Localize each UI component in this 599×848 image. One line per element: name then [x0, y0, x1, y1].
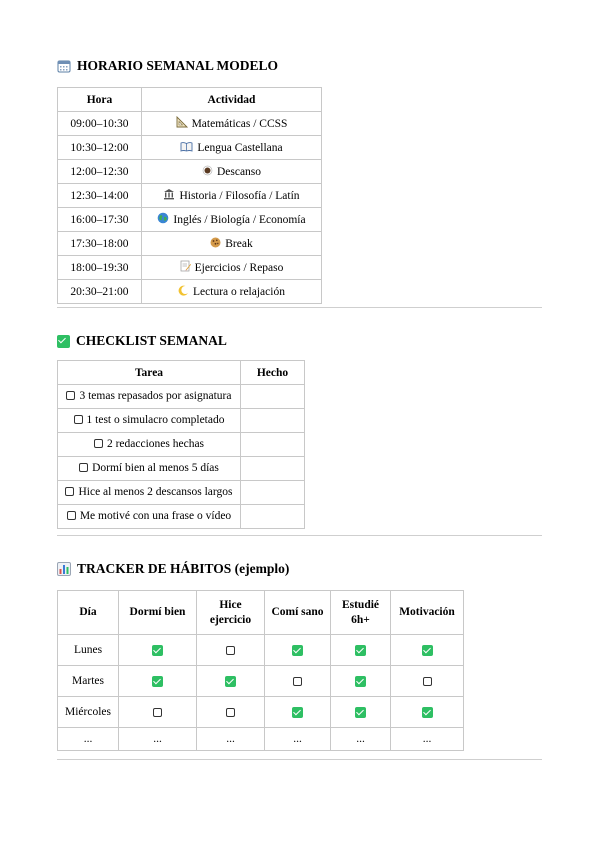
schedule-actividad — [142, 256, 322, 280]
schedule-actividad-label: Matemáticas / CCSS — [191, 117, 288, 130]
checklist-row — [58, 481, 305, 505]
checklist-header-tarea: Tarea — [58, 361, 241, 385]
checklist-header-row — [58, 361, 305, 385]
schedule-actividad-content — [176, 116, 288, 131]
schedule-actividad-label: Historia / Filosofía / Latín — [179, 189, 300, 202]
checked-box-icon[interactable] — [355, 645, 366, 656]
tracker-row — [58, 728, 464, 751]
checkbox-icon[interactable] — [65, 487, 74, 496]
checklist-task-label: 3 temas repasados por asignatura — [79, 389, 232, 402]
schedule-actividad-content — [202, 165, 261, 179]
checked-box-icon[interactable] — [225, 676, 236, 687]
tracker-header-motivation: Motivación — [391, 591, 464, 635]
triangle-ruler-icon — [176, 116, 188, 131]
checked-box-icon[interactable] — [292, 645, 303, 656]
tracker-cell[interactable] — [197, 666, 265, 697]
tracker-header-food: Comí sano — [265, 591, 331, 635]
checklist-task-content — [94, 438, 204, 450]
tracker-day: Lunes — [58, 635, 119, 666]
tracker-cell[interactable] — [119, 697, 197, 728]
schedule-title: HORARIO SEMANAL MODELO — [77, 58, 279, 73]
schedule-actividad-content — [180, 141, 282, 155]
tracker-cell[interactable]: ... — [391, 728, 464, 751]
schedule-actividad-label: Break — [225, 237, 253, 250]
checklist-done-cell[interactable] — [241, 433, 305, 457]
tracker-day: ... — [58, 728, 119, 751]
schedule-hora: 12:30–14:00 — [58, 184, 142, 208]
tracker-title: TRACKER DE HÁBITOS (ejemplo) — [77, 561, 290, 576]
schedule-row — [58, 256, 322, 280]
tracker-day: Miércoles — [58, 697, 119, 728]
schedule-table — [57, 87, 322, 304]
schedule-actividad — [142, 184, 322, 208]
checkbox-icon[interactable] — [153, 708, 162, 717]
checklist-heading — [57, 331, 542, 351]
checklist-row — [58, 505, 305, 529]
schedule-header-hora: Hora — [58, 88, 142, 112]
tracker-cell[interactable] — [119, 635, 197, 666]
tracker-section — [57, 559, 542, 751]
schedule-hora: 18:00–19:30 — [58, 256, 142, 280]
schedule-actividad — [142, 160, 322, 184]
check-mark-icon — [57, 335, 70, 348]
checklist-done-cell[interactable] — [241, 481, 305, 505]
coffee-icon — [202, 165, 213, 179]
schedule-actividad-label: Descanso — [216, 165, 262, 178]
checked-box-icon[interactable] — [422, 645, 433, 656]
tracker-cell[interactable]: ... — [119, 728, 197, 751]
schedule-hora: 09:00–10:30 — [58, 112, 142, 136]
checklist-task — [58, 385, 241, 409]
schedule-row — [58, 232, 322, 256]
schedule-actividad-content — [180, 260, 284, 275]
schedule-actividad-label: Inglés / Biología / Economía — [173, 213, 306, 226]
memo-icon — [180, 260, 191, 275]
schedule-row — [58, 112, 322, 136]
schedule-section — [57, 56, 542, 304]
tracker-cell[interactable] — [119, 666, 197, 697]
checklist-header-hecho: Hecho — [241, 361, 305, 385]
tracker-cell[interactable] — [197, 697, 265, 728]
tracker-cell[interactable] — [197, 635, 265, 666]
checklist-task-content — [67, 510, 231, 522]
checklist-task-label: Me motivé con una frase o vídeo — [79, 509, 232, 522]
divider — [57, 307, 542, 308]
tracker-header-sleep: Dormí bien — [119, 591, 197, 635]
checklist-done-cell[interactable] — [241, 409, 305, 433]
globe-icon — [157, 212, 169, 227]
tracker-cell[interactable]: ... — [197, 728, 265, 751]
checklist-section — [57, 331, 542, 529]
tracker-cell[interactable] — [331, 635, 391, 666]
schedule-actividad-content — [157, 212, 305, 227]
tracker-header-exercise: Hice ejercicio — [197, 591, 265, 635]
tracker-cell[interactable] — [391, 697, 464, 728]
checklist-done-cell[interactable] — [241, 457, 305, 481]
checklist-title: CHECKLIST SEMANAL — [76, 333, 227, 348]
tracker-day: Martes — [58, 666, 119, 697]
crescent-moon-icon — [178, 285, 189, 299]
checked-box-icon[interactable] — [355, 707, 366, 718]
tracker-header-study: Estudié 6h+ — [331, 591, 391, 635]
checklist-row — [58, 433, 305, 457]
checklist-task-content — [79, 462, 219, 474]
schedule-actividad — [142, 232, 322, 256]
tracker-header-day: Día — [58, 591, 119, 635]
open-book-icon — [180, 141, 193, 155]
checklist-task-content — [66, 390, 231, 402]
checked-box-icon[interactable] — [422, 707, 433, 718]
checklist-task — [58, 481, 241, 505]
schedule-row — [58, 160, 322, 184]
checklist-task-label: Hice al menos 2 descansos largos — [78, 485, 233, 498]
checkbox-icon[interactable] — [226, 646, 235, 655]
schedule-actividad — [142, 112, 322, 136]
tracker-row — [58, 635, 464, 666]
tracker-cell[interactable] — [265, 697, 331, 728]
checklist-task — [58, 505, 241, 529]
schedule-actividad-content — [163, 188, 299, 203]
schedule-actividad-label: Lectura o relajación — [193, 285, 285, 298]
tracker-row — [58, 697, 464, 728]
checklist-done-cell[interactable] — [241, 385, 305, 409]
checklist-task-content — [74, 414, 225, 426]
tracker-cell[interactable]: ... — [265, 728, 331, 751]
schedule-row — [58, 208, 322, 232]
checkbox-icon[interactable] — [226, 708, 235, 717]
tracker-cell[interactable] — [265, 666, 331, 697]
calendar-icon — [57, 59, 71, 73]
checklist-row — [58, 385, 305, 409]
checkbox-icon[interactable] — [79, 463, 88, 472]
schedule-header-actividad: Actividad — [142, 88, 322, 112]
schedule-actividad — [142, 136, 322, 160]
tracker-header-row — [58, 591, 464, 635]
schedule-actividad-content — [210, 237, 252, 251]
checklist-table — [57, 360, 305, 529]
tracker-cell[interactable] — [265, 635, 331, 666]
checked-box-icon[interactable] — [152, 645, 163, 656]
schedule-hora: 20:30–21:00 — [58, 280, 142, 304]
checkbox-icon[interactable] — [94, 439, 103, 448]
checklist-task-label: Dormí bien al menos 5 días — [92, 461, 219, 474]
divider — [57, 759, 542, 760]
checked-box-icon[interactable] — [355, 676, 366, 687]
schedule-actividad — [142, 280, 322, 304]
tracker-cell[interactable]: ... — [331, 728, 391, 751]
checked-box-icon[interactable] — [152, 676, 163, 687]
schedule-actividad-content — [178, 285, 285, 299]
tracker-table — [57, 590, 464, 751]
tracker-cell[interactable] — [391, 635, 464, 666]
tracker-row — [58, 666, 464, 697]
schedule-heading — [57, 56, 542, 76]
schedule-header-row — [58, 88, 322, 112]
checklist-task — [58, 433, 241, 457]
schedule-hora: 12:00–12:30 — [58, 160, 142, 184]
checklist-done-cell[interactable] — [241, 505, 305, 529]
classical-building-icon — [163, 188, 175, 203]
tracker-cell[interactable] — [391, 666, 464, 697]
checklist-task — [58, 409, 241, 433]
checkbox-icon[interactable] — [66, 391, 75, 400]
checklist-row — [58, 409, 305, 433]
divider — [57, 535, 542, 536]
schedule-row — [58, 184, 322, 208]
schedule-row — [58, 280, 322, 304]
schedule-actividad-label: Ejercicios / Repaso — [194, 261, 284, 274]
schedule-row — [58, 136, 322, 160]
checklist-task-label: 2 redacciones hechas — [106, 437, 205, 450]
schedule-actividad — [142, 208, 322, 232]
checkbox-icon[interactable] — [293, 677, 302, 686]
cookie-icon — [210, 237, 221, 251]
schedule-hora: 16:00–17:30 — [58, 208, 142, 232]
checklist-task — [58, 457, 241, 481]
checkbox-icon[interactable] — [74, 415, 83, 424]
checklist-task-content — [65, 486, 232, 498]
tracker-cell[interactable] — [331, 697, 391, 728]
schedule-actividad-label: Lengua Castellana — [197, 141, 283, 154]
bar-chart-icon — [57, 562, 71, 576]
checkbox-icon[interactable] — [67, 511, 76, 520]
schedule-hora: 10:30–12:00 — [58, 136, 142, 160]
tracker-cell[interactable] — [331, 666, 391, 697]
schedule-hora: 17:30–18:00 — [58, 232, 142, 256]
checked-box-icon[interactable] — [292, 707, 303, 718]
tracker-heading — [57, 559, 542, 579]
checklist-row — [58, 457, 305, 481]
checkbox-icon[interactable] — [423, 677, 432, 686]
checklist-task-label: 1 test o simulacro completado — [86, 413, 225, 426]
